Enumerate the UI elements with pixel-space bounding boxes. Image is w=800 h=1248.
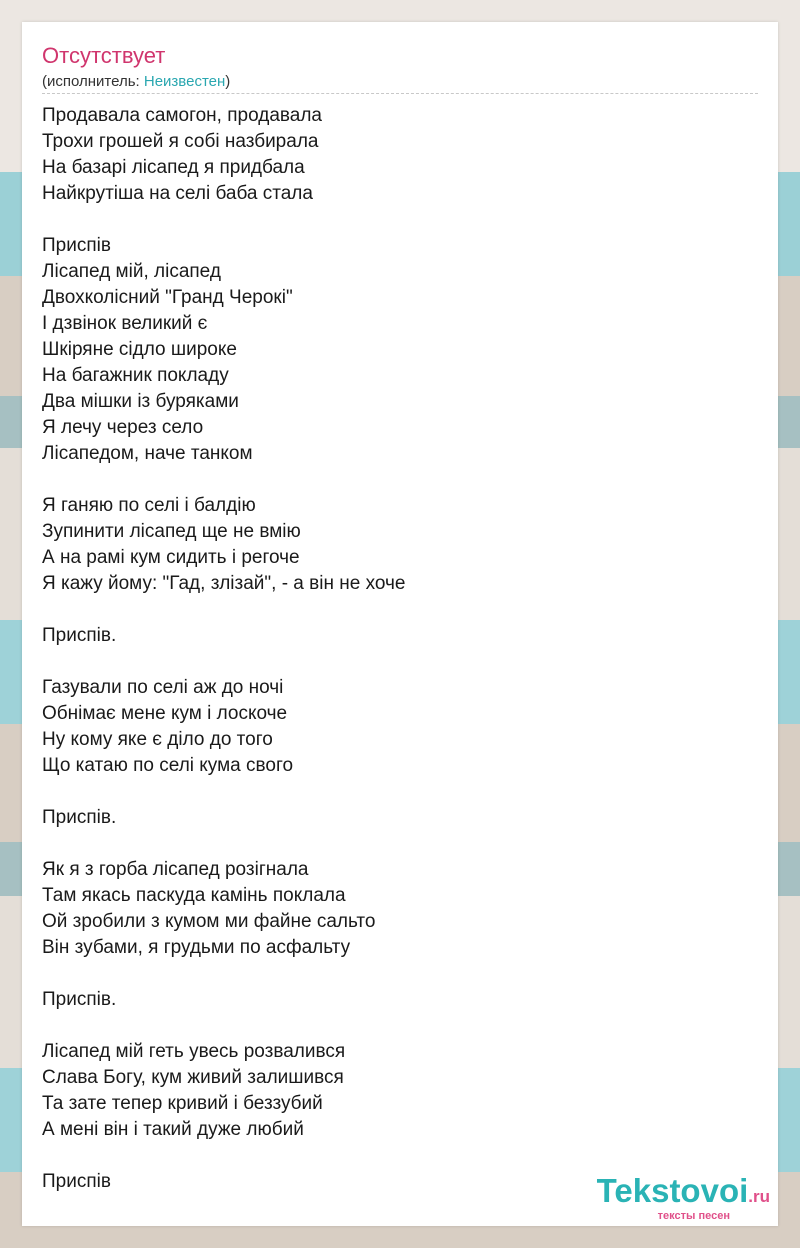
lyric-line: Я ганяю по селі і балдію — [42, 495, 256, 516]
stanza-break — [42, 649, 405, 675]
lyrics-card — [22, 22, 778, 1226]
lyric-line: Ой зробили з кумом ми файне сальто — [42, 911, 376, 932]
lyric-line: Ну кому яке є діло до того — [42, 729, 273, 750]
lyric-line: Як я з горба лісапед розігнала — [42, 859, 309, 880]
lyric-line: Приспів. — [42, 807, 117, 828]
lyric-line: Приспів. — [42, 989, 117, 1010]
stanza-break — [42, 961, 405, 987]
stanza-break — [42, 779, 405, 805]
song-title: Отсутствует — [42, 43, 166, 68]
lyric-line: Приспів. — [42, 625, 117, 646]
lyric-line: Найкрутіша на селі баба стала — [42, 183, 313, 204]
lyric-line: Я лечу через село — [42, 417, 204, 438]
lyric-line: А на рамі кум сидить і регоче — [42, 547, 300, 568]
lyric-line: Та зате тепер кривий і беззубий — [42, 1093, 323, 1114]
lyric-line: Я кажу йому: "Гад, злізай", - а він не хоче — [42, 573, 406, 594]
artist-suffix: ) — [225, 73, 231, 90]
stanza-break — [42, 1013, 405, 1039]
artist-link[interactable]: Неизвестен — [143, 73, 226, 90]
lyric-line: На багажник покладу — [42, 365, 229, 386]
lyric-line: Газували по селі аж до ночі — [42, 677, 284, 698]
lyric-line: Трохи грошей я собі назбирала — [42, 131, 319, 152]
lyric-line: А мені він і такий дуже любий — [42, 1119, 304, 1140]
watermark-name: Tekstovoi — [596, 1172, 749, 1209]
lyric-line: Зупинити лісапед ще не вмію — [42, 521, 301, 542]
lyric-line: Лісапедом, наче танком — [42, 443, 253, 464]
lyric-line: Він зубами, я грудьми по асфальту — [42, 937, 351, 958]
artist-prefix: (исполнитель: — [42, 73, 144, 90]
watermark-logo — [597, 1174, 770, 1214]
lyric-line: Лісапед мій геть увесь розвалився — [42, 1041, 346, 1062]
lyric-line: Два мішки із буряками — [42, 391, 239, 412]
artist-line — [42, 72, 230, 92]
lyric-line: Там якась паскуда камінь поклала — [42, 885, 346, 906]
lyric-line: Обнімає мене кум і лоскоче — [42, 703, 288, 724]
lyric-line: Продавала самогон, продавала — [42, 105, 322, 126]
stanza-break — [42, 831, 405, 857]
lyric-line: Приспів — [42, 1171, 111, 1192]
stanza-break — [42, 597, 405, 623]
lyrics-body — [42, 103, 405, 1195]
stanza-break — [42, 207, 405, 233]
watermark-tagline: тексты песен — [657, 1210, 730, 1222]
divider — [42, 93, 758, 94]
lyric-line: Слава Богу, кум живий залишився — [42, 1067, 344, 1088]
lyric-line: І дзвінок великий є — [42, 313, 208, 334]
lyric-line: Що катаю по селі кума свого — [42, 755, 294, 776]
lyric-line: На базарі лісапед я придбала — [42, 157, 305, 178]
stanza-break — [42, 1143, 405, 1169]
lyric-line: Шкіряне сідло широке — [42, 339, 237, 360]
site-watermark — [597, 1174, 770, 1222]
lyric-line: Лісапед мій, лісапед — [42, 261, 221, 282]
lyric-line: Двохколісний "Гранд Черокі" — [42, 287, 293, 308]
lyric-line: Приспів — [42, 235, 111, 256]
stanza-break — [42, 467, 405, 493]
watermark-tld: .ru — [748, 1187, 770, 1206]
